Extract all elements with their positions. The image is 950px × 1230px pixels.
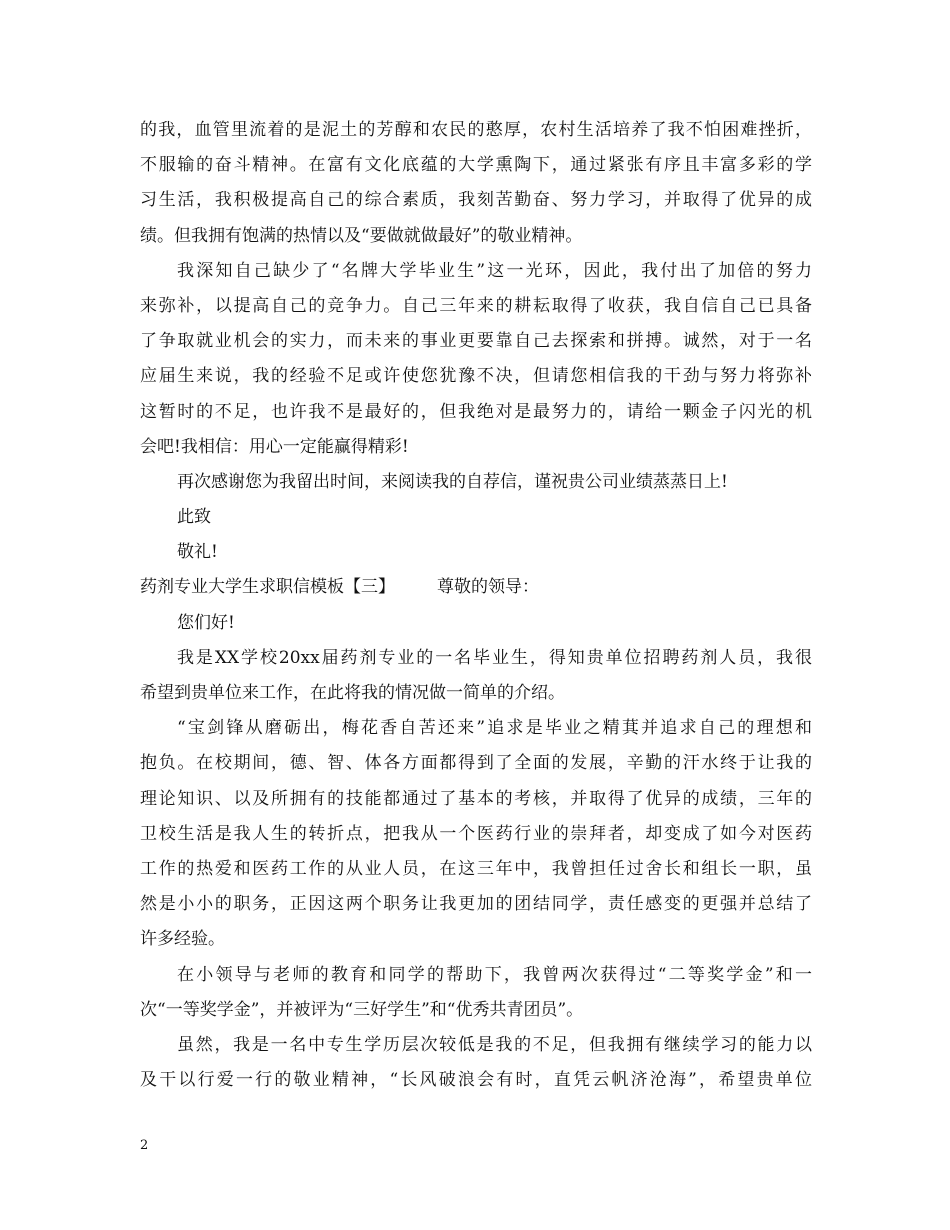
text-line: 会吧!我相信：用心一定能赢得精彩! — [140, 436, 409, 457]
closing-line: 敬礼! — [177, 542, 218, 563]
text-line: 希望到贵单位来工作，在此将我的情况做一简单的介绍。 — [140, 683, 565, 703]
salutation: 尊敬的领导： — [437, 577, 539, 598]
greeting-line: 您们好! — [177, 612, 235, 633]
text-line: 不服输的奋斗精神。在富有文化底蕴的大学熏陶下，通过紧张有序且丰富多彩的学 — [140, 155, 812, 176]
text-line: 绩。但我拥有饱满的热情以及“要做就做最好”的敬业精神。 — [140, 225, 583, 246]
section-heading: 药剂专业大学生求职信模板【三】 — [140, 577, 395, 598]
text-line: 这暂时的不足，也许我不是最好的，但我绝对是最努力的，请给一颗金子闪光的机 — [140, 401, 812, 422]
text-line: 理论知识、以及所拥有的技能都通过了基本的考核，并取得了优异的成绩，三年的 — [140, 788, 812, 809]
text-line: 习生活，我积极提高自己的综合素质，我刻苦勤奋、努力学习，并取得了优异的成 — [140, 190, 812, 211]
closing-line: 此致 — [177, 507, 211, 528]
text-line: 抱负。在校期间，德、智、体各方面都得到了全面的发展，辛勤的汗水终于让我的 — [140, 753, 812, 774]
text-line: 我是XX学校20xx届药剂专业的一名毕业生，得知贵单位招聘药剂人员，我很 — [177, 647, 812, 668]
text-line: 来弥补，以提高自己的竞争力。自己三年来的耕耘取得了收获，我自信自己已具备 — [140, 295, 812, 316]
text-line: 许多经验。 — [140, 929, 225, 950]
text-line: 了争取就业机会的实力，而未来的事业更要靠自己去探索和拼搏。诚然，对于一名 — [140, 331, 812, 352]
text-line: 次“一等奖学金”，并被评为“三好学生”和“优秀共青团员”。 — [140, 999, 584, 1020]
text-line: 及干以行爱一行的敬业精神，“长风破浪会有时，直凭云帆济沧海”，希望贵单位 — [140, 1070, 812, 1091]
text-line: 然是小小的职务，正因这两个职务让我更加的团结同学，责任感变的更强并总结了 — [140, 894, 812, 915]
document-body — [140, 113, 812, 1098]
text-line: 工作的热爱和医药工作的从业人员，在这三年中，我曾担任过舍长和组长一职，虽 — [140, 858, 812, 879]
text-line: “宝剑锋从磨砺出，梅花香自苦还来”追求是毕业之精萁并追求自己的理想和 — [177, 718, 812, 739]
text-line: 再次感谢您为我留出时间，来阅读我的自荐信，谨祝贵公司业绩蒸蒸日上! — [177, 471, 728, 492]
text-line: 的我，血管里流着的是泥土的芳醇和农民的憨厚，农村生活培养了我不怕困难挫折， — [140, 120, 812, 140]
section-heading-row — [140, 570, 812, 605]
text-line: 在小领导与老师的教育和同学的帮助下，我曾两次获得过“二等奖学金”和一 — [177, 964, 812, 985]
text-line: 应届生来说，我的经验不足或许使您犹豫不决，但请您相信我的干劲与努力将弥补 — [140, 366, 812, 387]
text-line: 卫校生活是我人生的转折点，把我从一个医药行业的崇拜者，却变成了如今对医药 — [140, 823, 812, 844]
page-number: 2 — [140, 1138, 149, 1153]
text-line: 虽然，我是一名中专生学历层次较低是我的不足，但我拥有继续学习的能力以 — [177, 1034, 812, 1055]
text-line: 我深知自己缺少了“名牌大学毕业生”这一光环，因此，我付出了加倍的努力 — [177, 260, 812, 281]
